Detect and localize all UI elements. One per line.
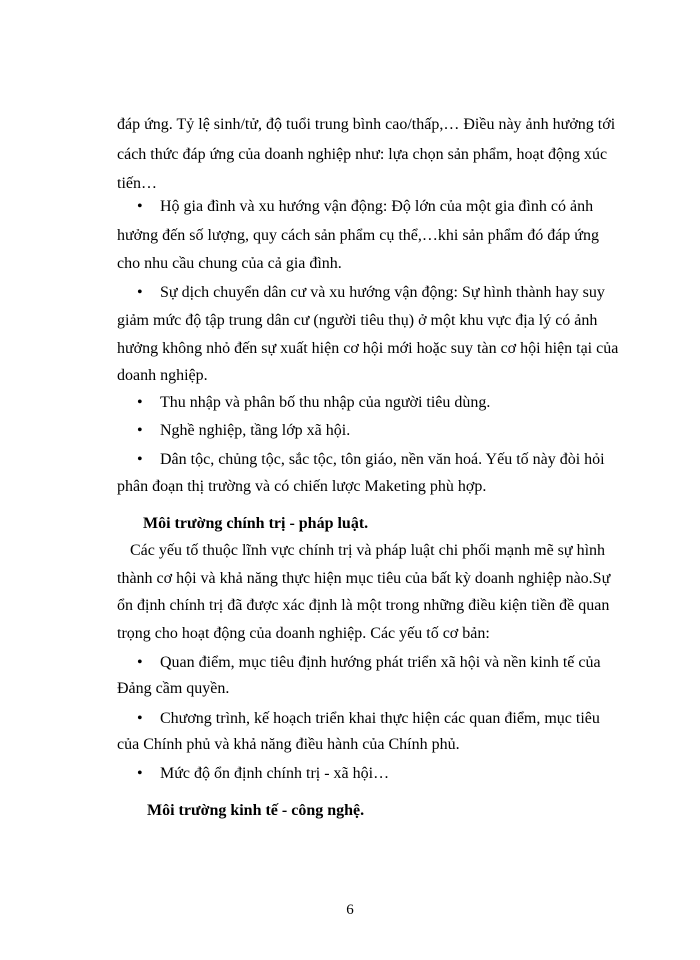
bullet-text-line: Hộ gia đình và xu hướng vận động: Độ lớn của một gia đình có ảnh (160, 198, 594, 215)
bullet-icon: • (137, 765, 143, 782)
bullet-icon: • (137, 422, 143, 439)
section-heading: Môi trường kinh tế - công nghệ. (147, 802, 365, 819)
body-text-line: trọng cho hoạt động của doanh nghiệp. Các yếu tố cơ bản: (117, 625, 490, 642)
bullet-text-line: Thu nhập và phân bố thu nhập của người tiêu dùng. (160, 394, 491, 411)
bullet-text-line: Sự dịch chuyển dân cư và xu hướng vận động: Sự hình thành hay suy (160, 284, 605, 301)
body-text-line: hưởng không nhỏ đến sự xuất hiện cơ hội mới hoặc suy tàn cơ hội hiện tại của (117, 340, 619, 357)
bullet-icon: • (137, 198, 143, 215)
page-number: 6 (346, 902, 354, 918)
bullet-icon: • (137, 394, 143, 411)
bullet-icon: • (137, 710, 143, 727)
body-text-line: ổn định chính trị đã được xác định là một trong những điều kiện tiền đề quan (117, 597, 610, 614)
body-text-line: Đảng cầm quyền. (117, 680, 230, 697)
body-text-line: đáp ứng. Tỷ lệ sinh/tử, độ tuổi trung bình cao/thấp,… Điều này ảnh hưởng tới (117, 116, 616, 133)
body-text-line: hưởng đến số lượng, quy cách sản phẩm cụ thể,…khi sản phẩm đó đáp ứng (117, 227, 599, 244)
bullet-text-line: Mức độ ổn định chính trị - xã hội… (160, 765, 390, 782)
body-text-line: cho nhu cầu chung của cả gia đình. (117, 255, 342, 272)
body-text-line: phân đoạn thị trường và có chiến lược Maketing phù hợp. (117, 478, 487, 495)
bullet-text-line: Quan điểm, mục tiêu định hướng phát triển xã hội và nền kinh tế của (160, 654, 601, 671)
body-text-line: cách thức đáp ứng của doanh nghiệp như: lựa chọn sản phẩm, hoạt động xúc (117, 146, 608, 163)
bullet-text-line: Chương trình, kế hoạch triển khai thực hiện các quan điểm, mục tiêu (160, 710, 600, 727)
bullet-text-line: Nghề nghiệp, tầng lớp xã hội. (160, 422, 351, 439)
section-heading: Môi trường chính trị - pháp luật. (143, 515, 369, 532)
body-text-line: doanh nghiệp. (117, 367, 208, 384)
body-text-line: tiến… (117, 175, 157, 192)
bullet-icon: • (137, 284, 143, 301)
body-text-line: của Chính phủ và khả năng điều hành của Chính phủ. (117, 736, 460, 753)
bullet-icon: • (137, 654, 143, 671)
body-text-line: thành cơ hội và khả năng thực hiện mục tiêu của bất kỳ doanh nghiệp nào.Sự (117, 570, 611, 587)
bullet-icon: • (137, 451, 143, 468)
bullet-text-line: Dân tộc, chủng tộc, sắc tộc, tôn giáo, nền văn hoá. Yếu tố này đòi hỏi (160, 451, 605, 468)
body-text-line: giảm mức độ tập trung dân cư (người tiêu thụ) ở một khu vực địa lý có ảnh (117, 312, 598, 329)
body-text-line: Các yếu tố thuộc lĩnh vực chính trị và pháp luật chi phối mạnh mẽ sự hình (130, 542, 606, 559)
